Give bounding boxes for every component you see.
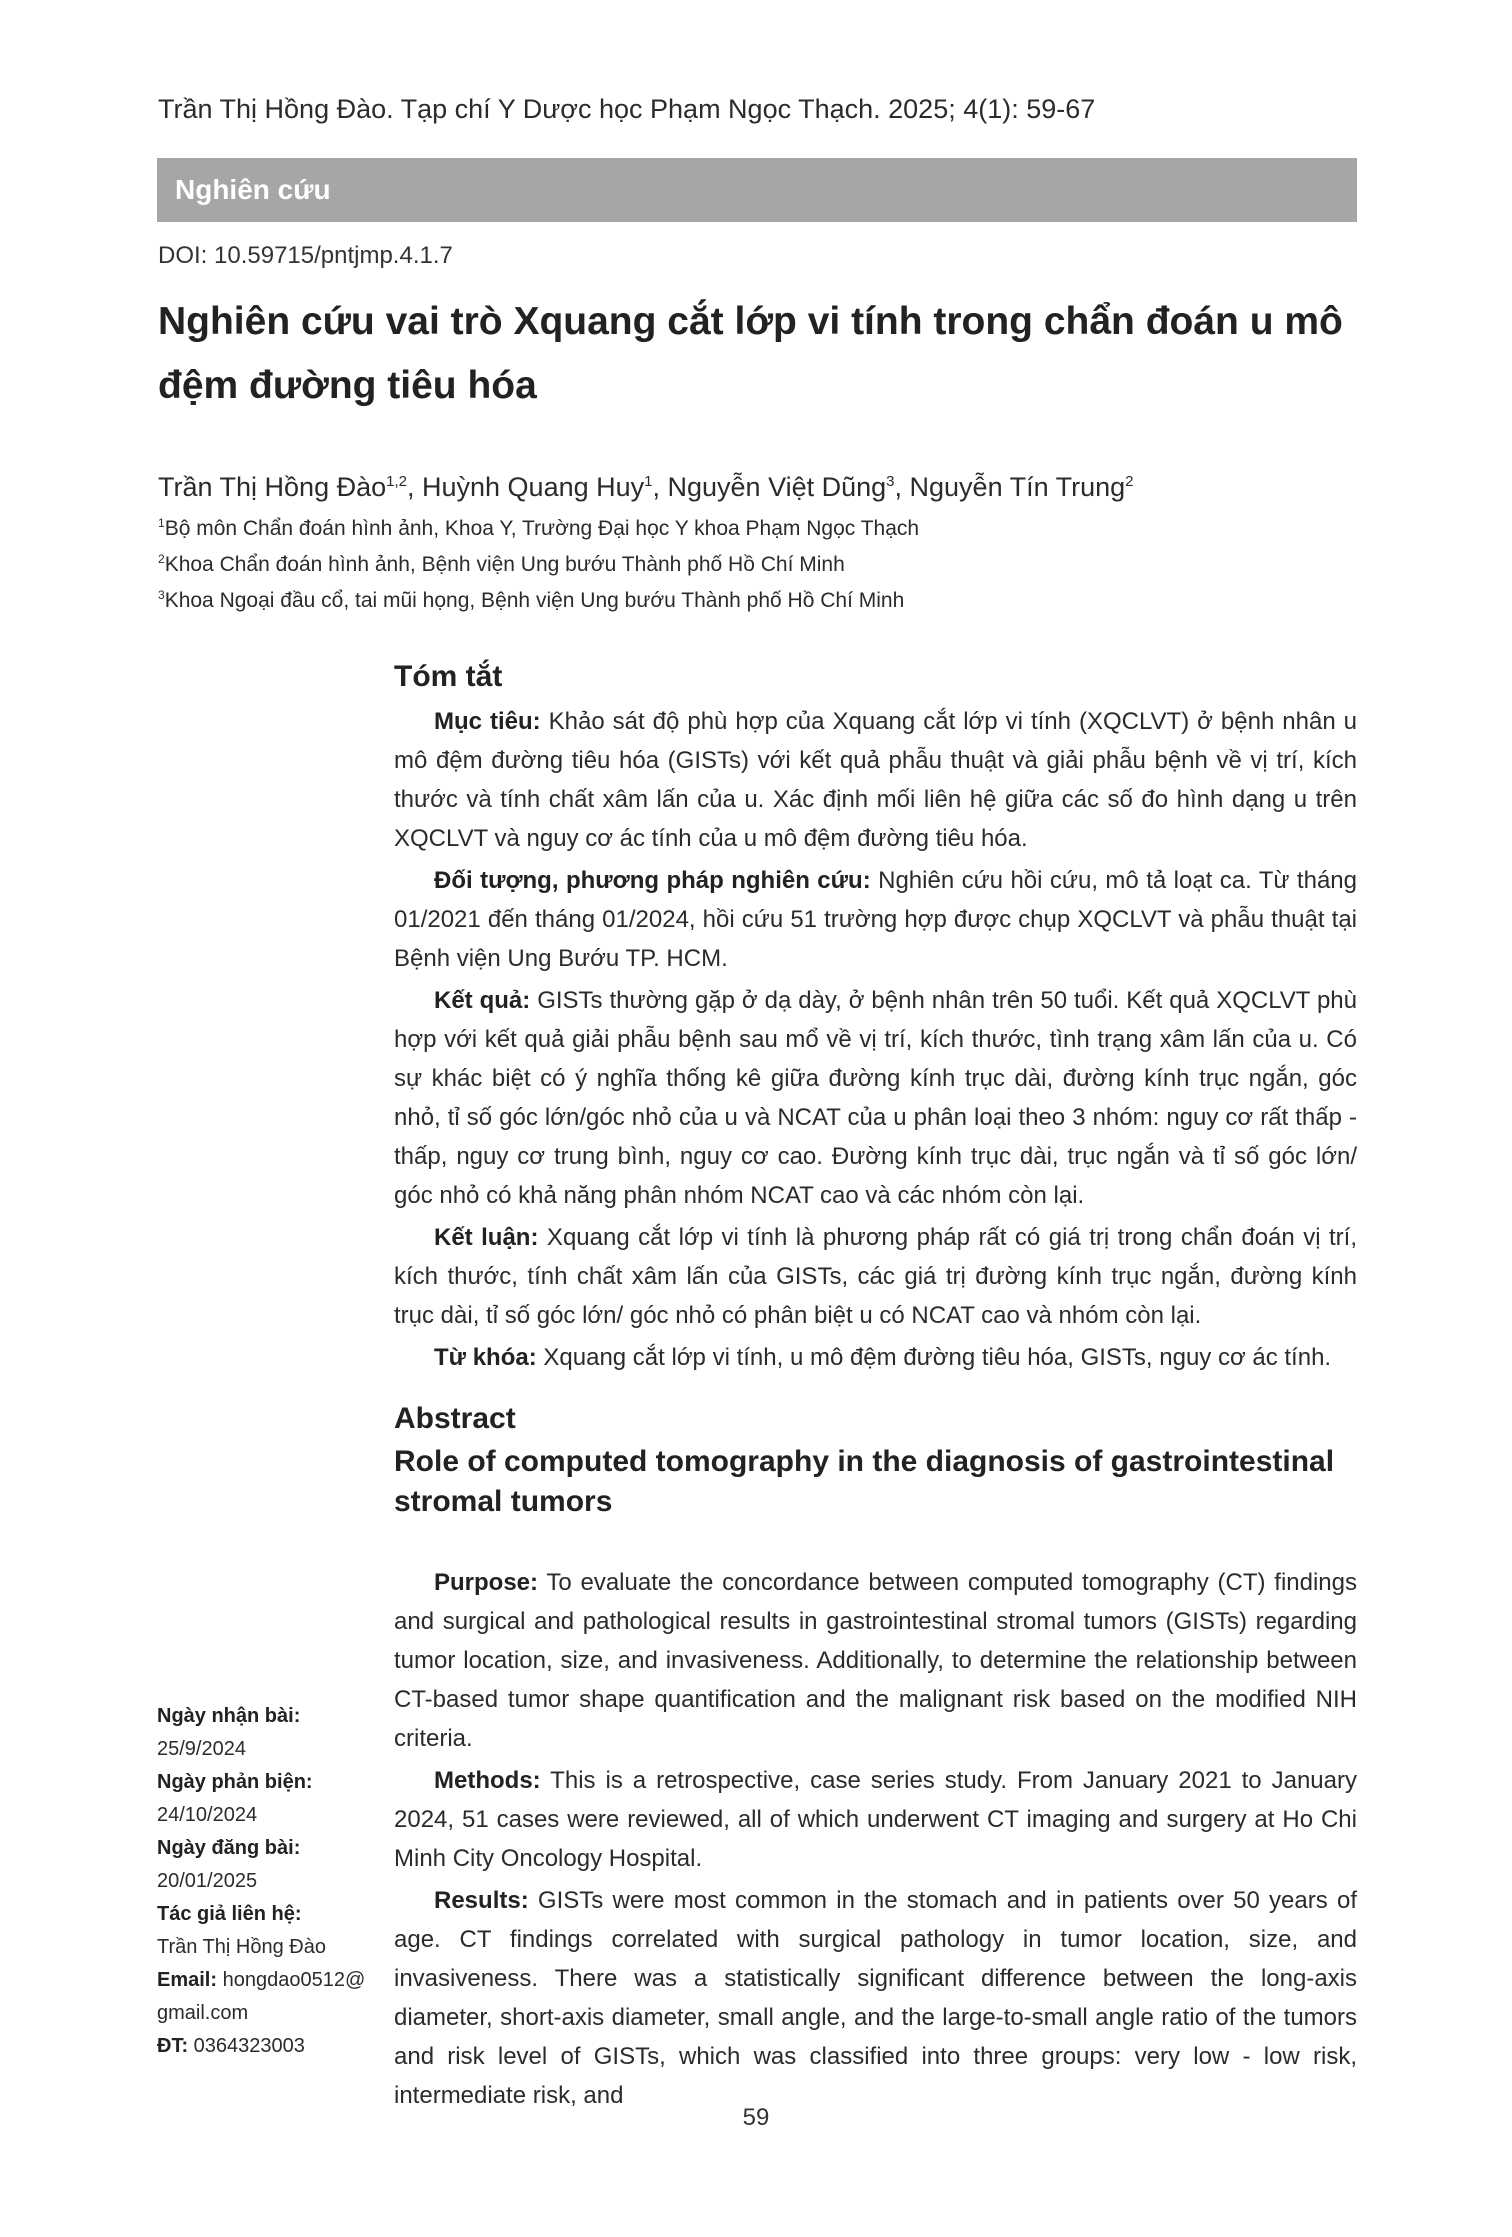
doi: DOI: 10.59715/pntjmp.4.1.7 — [158, 242, 453, 269]
paragraph-label: Results: — [434, 1887, 529, 1914]
corresponding-author: Trần Thị Hồng Đào — [157, 1936, 326, 1958]
abstract-paragraph — [394, 861, 1357, 978]
email-value: hongdao0512@ — [217, 1969, 366, 1991]
abstract-en — [394, 1563, 1357, 2118]
author-affiliation-mark: 3 — [886, 473, 895, 490]
received-date: 25/9/2024 — [157, 1738, 246, 1760]
author-separator: , — [894, 472, 910, 502]
author-separator: , — [652, 472, 668, 502]
published-date: 20/01/2025 — [157, 1870, 258, 1892]
paragraph-text: Nghiên cứu hồi cứu, mô tả loạt ca. Từ tháng 01/2021 đến tháng 01/2024, hồi cứu 51 trường hợp được chụp XQCLVT và phẫu thuật tại Bệnh viện Ung Bướu TP. HCM. — [394, 867, 1357, 972]
email-line — [157, 1964, 397, 1997]
email-label: Email: — [157, 1969, 218, 1991]
abstract-vi-heading: Tóm tắt — [394, 660, 503, 693]
abstract-vi — [394, 702, 1357, 1380]
paragraph-label: Mục tiêu: — [434, 708, 541, 735]
phone-label: ĐT: — [157, 2035, 189, 2057]
author-affiliation-mark: 1 — [644, 473, 653, 490]
author-list — [158, 472, 1134, 503]
keywords-paragraph — [394, 1338, 1357, 1377]
author-name: Nguyễn Việt Dũng — [667, 472, 887, 502]
received-label: Ngày nhận bài: — [157, 1705, 301, 1727]
affiliation-list — [158, 508, 919, 616]
affiliation — [158, 580, 919, 616]
author-name: Nguyễn Tín Trung — [909, 472, 1126, 502]
paragraph-text: Xquang cắt lớp vi tính, u mô đệm đường tiêu hóa, GISTs, nguy cơ ác tính. — [536, 1344, 1332, 1371]
email-value-cont: gmail.com — [157, 2002, 249, 2024]
affiliation-mark: 2 — [158, 552, 165, 566]
affiliation-text: Khoa Ngoại đầu cổ, tai mũi họng, Bệnh viện Ung bướu Thành phố Hồ Chí Minh — [164, 589, 905, 612]
paragraph-text: Xquang cắt lớp vi tính là phương pháp rất có giá trị trong chẩn đoán vị trí, kích thước, tính chất xâm lấn của GISTs, các giá trị đường kính trục ngắn, đường kính trục dài, tỉ số góc lớn/ góc nhỏ có phân biệt u có NCAT cao và nhóm còn lại. — [394, 1224, 1357, 1329]
paragraph-text: To evaluate the concordance between computed tomography (CT) findings and surgical and pathological results in gastrointestinal stromal tumors (GISTs) regarding tumor location, size, and invasiveness. Additionally, to determine the relationship between CT-based tumor shape quantification and the malignant risk based on the modified NIH criteria. — [394, 1569, 1357, 1752]
author-affiliation-mark: 1,2 — [386, 473, 407, 490]
reviewed-label: Ngày phản biện: — [157, 1771, 313, 1793]
published-label: Ngày đăng bài: — [157, 1837, 301, 1859]
english-title: Role of computed tomography in the diagnosis of gastrointestinal stromal tumors — [394, 1445, 1335, 1518]
affiliation-text: Bộ môn Chẩn đoán hình ảnh, Khoa Y, Trường Đại học Y khoa Phạm Ngọc Thạch — [164, 517, 920, 540]
phone-line — [157, 2030, 397, 2063]
abstract-paragraph — [394, 1881, 1357, 2115]
affiliation-mark: 1 — [158, 516, 165, 530]
article-info-sidebar — [157, 1700, 397, 2063]
article-title: Nghiên cứu vai trò Xquang cắt lớp vi tính trong chẩn đoán u mô đệm đường tiêu hóa — [158, 300, 1343, 407]
author-name: Huỳnh Quang Huy — [422, 472, 645, 502]
paragraph-text: GISTs thường gặp ở dạ dày, ở bệnh nhân trên 50 tuổi. Kết quả XQCLVT phù hợp với kết quả giải phẫu bệnh sau mổ về vị trí, kích thước, tình trạng xâm lấn của u. Có sự khác biệt có ý nghĩa thống kê giữa đường kính trục dài, đường kính trục ngắn, góc nhỏ, tỉ số góc lớn/góc nhỏ của u và NCAT của u phân loại theo 3 nhóm: nguy cơ rất thấp - thấp, nguy cơ trung bình, nguy cơ cao. Đường kính trục dài, trục ngắn và tỉ số góc lớn/ góc nhỏ có khả năng phân nhóm NCAT cao và các nhóm còn lại. — [394, 987, 1358, 1209]
phone-value: 0364323003 — [188, 2035, 305, 2057]
abstract-paragraph — [394, 1563, 1357, 1758]
author-affiliation-mark: 2 — [1125, 473, 1134, 490]
paragraph-label: Đối tượng, phương pháp nghiên cứu: — [434, 867, 871, 894]
reviewed-date: 24/10/2024 — [157, 1804, 258, 1826]
abstract-paragraph — [394, 1761, 1357, 1878]
paragraph-label: Kết quả: — [434, 987, 531, 1014]
affiliation-mark: 3 — [158, 588, 165, 602]
affiliation-text: Khoa Chẩn đoán hình ảnh, Bệnh viện Ung bướu Thành phố Hồ Chí Minh — [164, 553, 845, 576]
abstract-paragraph — [394, 702, 1357, 858]
corresponding-author-label: Tác giả liên hệ: — [157, 1903, 302, 1925]
paragraph-text: GISTs were most common in the stomach and in patients over 50 years of age. CT findings correlated with surgical pathology in tumor location, size, and invasiveness. There was a statistically significant difference between the long-axis diameter, short-axis diameter, small angle, and the large-to-small angle ratio of the tumors and risk level of GISTs, which was classified into three groups: very low - low risk, intermediate risk, and — [394, 1887, 1357, 2109]
affiliation — [158, 544, 919, 580]
abstract-paragraph — [394, 981, 1357, 1215]
paragraph-text: Khảo sát độ phù hợp của Xquang cắt lớp vi tính (XQCLVT) ở bệnh nhân u mô đệm đường tiêu hóa (GISTs) với kết quả phẫu thuật và giải phẫu bệnh về vị trí, kích thước và tính chất xâm lấn của u. Xác định mối liên hệ giữa các số đo hình dạng u trên XQCLVT và nguy cơ ác tính của u mô đệm đường tiêu hóa. — [394, 708, 1358, 852]
paragraph-label: Methods: — [434, 1767, 541, 1794]
affiliation — [158, 508, 919, 544]
abstract-en-heading: Abstract — [394, 1402, 516, 1435]
author-name: Trần Thị Hồng Đào — [158, 472, 387, 502]
author-separator: , — [406, 472, 422, 502]
paragraph-label: Kết luận: — [434, 1224, 539, 1251]
page-number: 59 — [742, 2104, 770, 2131]
abstract-paragraph — [394, 1218, 1357, 1335]
paragraph-label: Purpose: — [434, 1569, 539, 1596]
paragraph-text: This is a retrospective, case series study. From January 2021 to January 2024, 51 cases were reviewed, all of which underwent CT imaging and surgery at Ho Chi Minh City Oncology Hospital. — [394, 1767, 1357, 1872]
journal-citation: Trần Thị Hồng Đào. Tạp chí Y Dược học Phạm Ngọc Thạch. 2025; 4(1): 59-67 — [158, 94, 1096, 124]
paragraph-label: Từ khóa: — [434, 1344, 537, 1371]
section-label: Nghiên cứu — [157, 158, 1357, 222]
